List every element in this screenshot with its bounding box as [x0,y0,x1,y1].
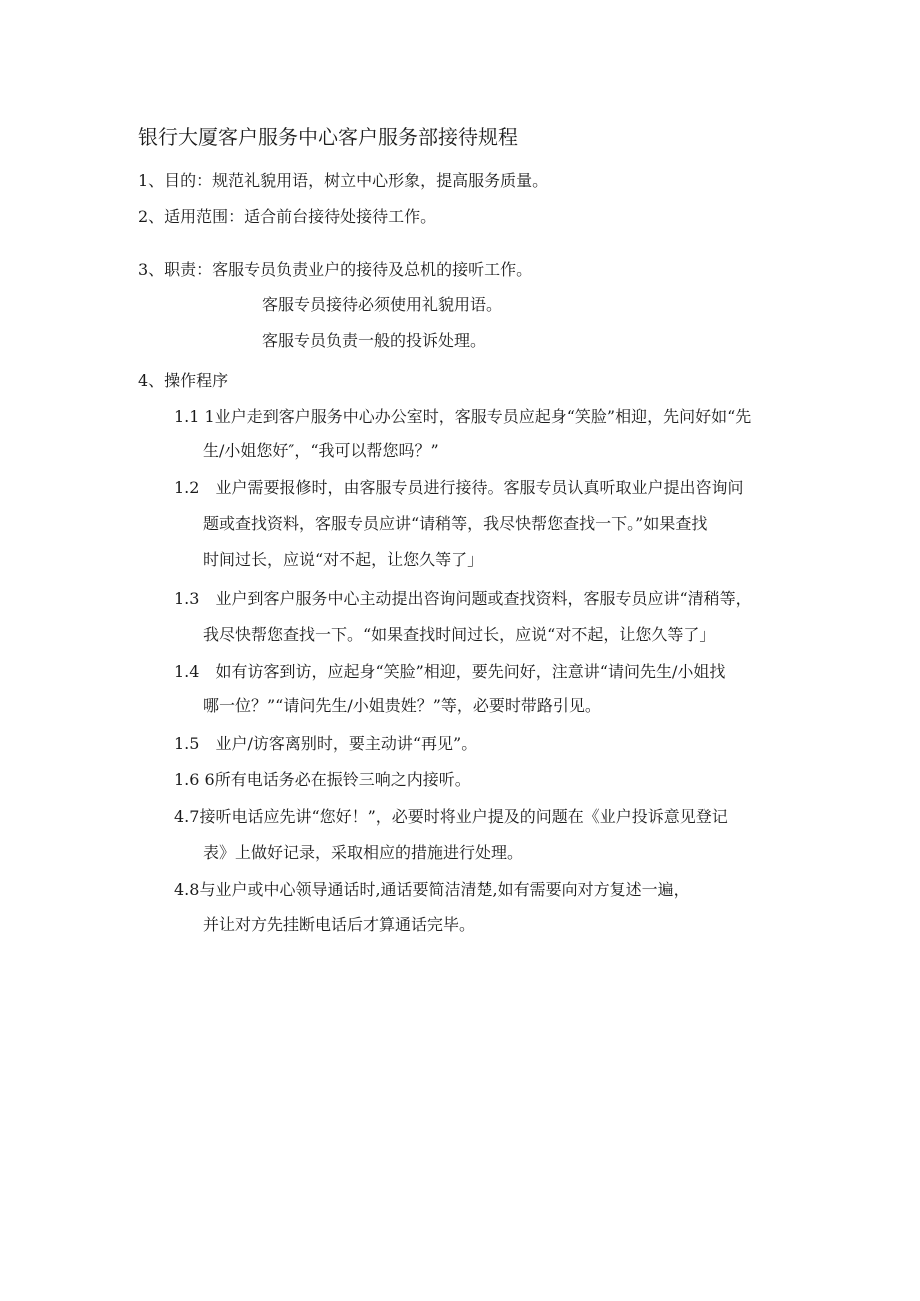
duties-line: 客服专员接待必须使用礼貌用语。 [262,295,503,314]
procedure-item: 1.5 业户/访客离别时，要主动讲“再见”。 [174,734,478,753]
section-purpose: 1、目的：规范礼貌用语，树立中心形象，提高服务质量。 [138,171,549,190]
procedure-item: 1.4 如有访客到访，应起身“笑脸”相迎，要先问好，注意讲“请问先生/小姐找 [174,662,726,681]
procedure-item: 1.2 业户需要报修时，由客服专员进行接待。客服专员认真听取业户提出咨询问 [174,478,744,497]
procedure-item-continuation: 我尽快帮您查找一下。“如果查找时间过长，应说“对不起，让您久等了」 [203,625,716,644]
procedure-item: 4.8与业户或中心领导通话时,通话要简洁清楚,如有需要向对方复述一遍， [174,880,690,899]
procedure-item: 1.3 业户到客户服务中心主动提出咨询问题或查找资料，客服专员应讲“清稍等， [174,589,752,608]
section-procedure-heading: 4、操作程序 [138,371,229,390]
procedure-item: 1.6 6所有电话务必在振铃三响之内接听。 [174,770,471,789]
section-duties: 3、职责：客服专员负责业户的接待及总机的接听工作。 [138,260,533,279]
document-title: 银行大厦客户服务中心客户服务部接待规程 [138,125,518,149]
procedure-item-continuation: 题或查找资料，客服专员应讲“请稍等，我尽快帮您查找一下。”如果查找 [203,514,708,533]
duties-line: 客服专员负责一般的投诉处理。 [262,331,487,350]
procedure-item-continuation: 表》上做好记录，采取相应的措施进行处理。 [203,843,524,862]
procedure-item-continuation: 时间过长，应说“对不起，让您久等了」 [203,550,484,569]
section-scope: 2、适用范围：适合前台接待处接待工作。 [138,207,437,226]
procedure-item: 4.7接听电话应先讲“您好！”，必要时将业户提及的问题在《业户投诉意见登记 [174,807,728,826]
procedure-item-continuation: 哪一位？”“请问先生/小姐贵姓？”等，必要时带路引见。 [203,696,601,715]
procedure-item-continuation: 生/小姐您好″，“我可以帮您吗？” [203,441,439,460]
procedure-item: 1.1 1业户走到客户服务中心办公室时，客服专员应起身“笑脸”相迎，先问好如“先 [174,407,752,426]
procedure-item-continuation: 并让对方先挂断电话后才算通话完毕。 [203,915,476,934]
